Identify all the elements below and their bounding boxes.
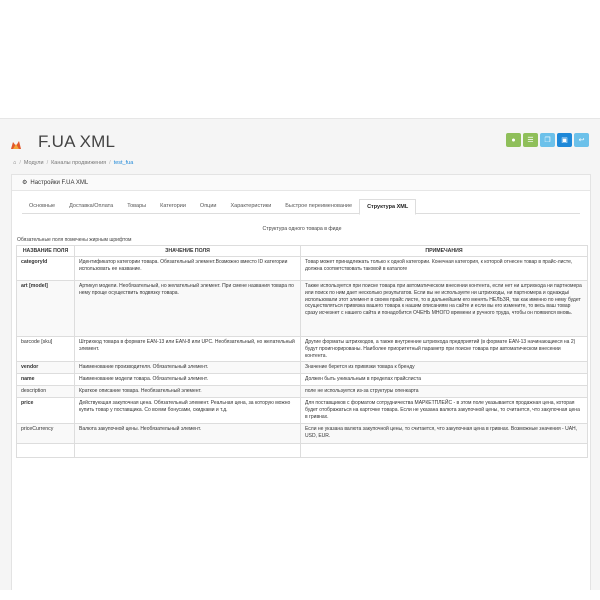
preview-button[interactable]	[506, 133, 521, 147]
tab-bar	[22, 199, 580, 214]
tab-quick-rename[interactable]: Быстрое переименование	[285, 203, 353, 209]
breadcrumb-item-current[interactable]: test_fua	[113, 160, 134, 166]
eye-icon: ●	[511, 136, 516, 144]
table-header-row	[17, 246, 588, 257]
field-value-cell: Наименование модели товара. Обязательный элемент.	[75, 374, 301, 386]
field-name-cell: description	[17, 386, 75, 398]
field-value-cell: Действующая закупочная цена. Обязательный элемент. Реальная цена, за которую можно купить товар у поставщика. Со всеми бонусами, скидками и т.д.	[75, 398, 301, 423]
field-name-cell: vendor	[17, 362, 75, 374]
page-header	[0, 127, 600, 155]
back-icon: ↩	[578, 137, 585, 144]
list-button[interactable]	[523, 133, 538, 147]
field-value-cell: Штрихкод товара в формате EAN-13 или EAN-8 или UPC. Необязательный, но желательный элемент.	[75, 337, 301, 362]
structure-caption: Структура одного товара в фиде	[262, 226, 342, 232]
tab-options[interactable]: Опции	[199, 203, 217, 209]
save-button[interactable]	[557, 133, 572, 147]
table-row	[17, 443, 588, 457]
column-header-notes: ПРИМЕЧАНИЯ	[301, 246, 588, 257]
field-note-cell: Если не указана валюта закупочной цены, то считается, что закупочная цена в гривнах. Возможные значения - UAH, USD, EUR.	[301, 423, 588, 443]
column-header-field-value: ЗНАЧЕНИЕ ПОЛЯ	[75, 246, 301, 257]
tab-delivery-payment[interactable]: Доставка/Оплата	[69, 203, 114, 209]
breadcrumb-separator: /	[109, 160, 111, 166]
required-fields-note: Обязательные поля помечены жирным шрифтом	[17, 237, 132, 243]
column-header-field-name: НАЗВАНИЕ ПОЛЯ	[17, 246, 75, 257]
field-note-cell: Другие форматы штрихкодов, а также внутренние штрихкода предприятий (в формате EAN-13 начинающиеся на 2) будут проигнорированы. Наиболее приоритетный параметр при поиске товара при автоматическом внесении контента.	[301, 337, 588, 362]
field-note-cell: поле не используется из-за структуры опенкарта	[301, 386, 588, 398]
list-icon: ☰	[527, 137, 534, 144]
field-value-cell: Артикул модели. Необязательный, но желательный элемент. При смене названия товара по нему проще осуществить подвязку товара.	[75, 281, 301, 337]
field-note-cell: Также используется при поиске товара при автоматическом внесении контента, если нет ни штрихкода ни партномера или поиск по ним дает несколько результатов. Если вы не используете ни штрихкоды, ни партномера и однаждыі использовали этот элемент в своем прайс листе, то в дальнейшем его менять НЕЛЬЗЯ, так как именно по нему будет осуществляться привязка вашего товара к нашим описаниям на сайте и если вы его измените, то весь ваш товар сразу исчезнет с нашего сайта и понадобится ОЧЕНЬ МНОГО времени и ручного труда, чтобы он появился вновь.	[301, 281, 588, 337]
field-name-cell: art [model]	[17, 281, 75, 337]
field-value-cell: Краткое описание товара. Необязательный элемент.	[75, 386, 301, 398]
home-icon[interactable]: ⌂	[13, 160, 17, 166]
panel-heading	[12, 175, 590, 191]
xml-structure-table	[16, 245, 588, 458]
field-note-cell: Должен быть уникальным в пределах прайслиста	[301, 374, 588, 386]
tab-attributes[interactable]: Характеристики	[230, 203, 272, 209]
table-row	[17, 281, 588, 337]
field-name-cell: barcode [sku]	[17, 337, 75, 362]
field-name-cell	[17, 443, 75, 457]
settings-panel	[11, 174, 591, 590]
field-name-cell: categoryId	[17, 257, 75, 281]
save-icon: ▣	[561, 137, 568, 144]
tab-products[interactable]: Товары	[127, 203, 147, 209]
breadcrumb-item-modules[interactable]: Модули	[23, 160, 44, 166]
back-button[interactable]	[574, 133, 589, 147]
field-note-cell	[301, 443, 588, 457]
field-note-cell: Для поставщиков с форматом сотрудничества МАРКЕТПЛЕЙС - в этом поле указывается продажная цена, которая будет отображаться на карточке товара. Если не указана валюта закупочной цены, то считается, что закупочная цена в гривнах.	[301, 398, 588, 423]
table-row	[17, 374, 588, 386]
breadcrumb-separator: /	[46, 160, 49, 166]
table-row	[17, 423, 588, 443]
breadcrumb-item-channels[interactable]: Каналы продвижения	[51, 160, 107, 166]
table-row	[17, 398, 588, 423]
copy-icon: ❐	[544, 137, 551, 144]
table-row	[17, 257, 588, 281]
field-name-cell: price	[17, 398, 75, 423]
field-value-cell: Идентификатор категории товара. Обязательный элемент.Возможно вместо ID категории использовать ее название.	[75, 257, 301, 281]
toolbar	[506, 133, 589, 147]
table-body	[17, 257, 588, 458]
field-name-cell: priceCurrency	[17, 423, 75, 443]
panel-title: Настройки F.UA XML	[30, 179, 89, 186]
field-note-cell: Значение берется из привязки товара к бренду	[301, 362, 588, 374]
app-window	[0, 118, 600, 590]
breadcrumb	[13, 157, 133, 169]
field-name-cell: name	[17, 374, 75, 386]
page-title: F.UA XML	[38, 132, 116, 151]
field-value-cell: Наименование производителя. Обязательный элемент.	[75, 362, 301, 374]
tab-xml-structure[interactable]: Структура XML	[359, 199, 416, 215]
gear-icon: ⚙	[22, 180, 28, 186]
breadcrumb-separator: /	[19, 160, 21, 166]
copy-button[interactable]	[540, 133, 555, 147]
table-row	[17, 362, 588, 374]
table-row	[17, 337, 588, 362]
field-value-cell	[75, 443, 301, 457]
logo-icon	[10, 140, 22, 150]
field-note-cell: Товар может принадлежать только к одной категории. Конечная категория, к которой отнесен товар в прайс-листе, должна соответствовать таковой в каталоге	[301, 257, 588, 281]
table-row	[17, 386, 588, 398]
tab-basic[interactable]: Основные	[29, 203, 56, 209]
tab-categories[interactable]: Категории	[160, 203, 186, 209]
field-value-cell: Валюта закупочной цены. Необязательный элемент.	[75, 423, 301, 443]
